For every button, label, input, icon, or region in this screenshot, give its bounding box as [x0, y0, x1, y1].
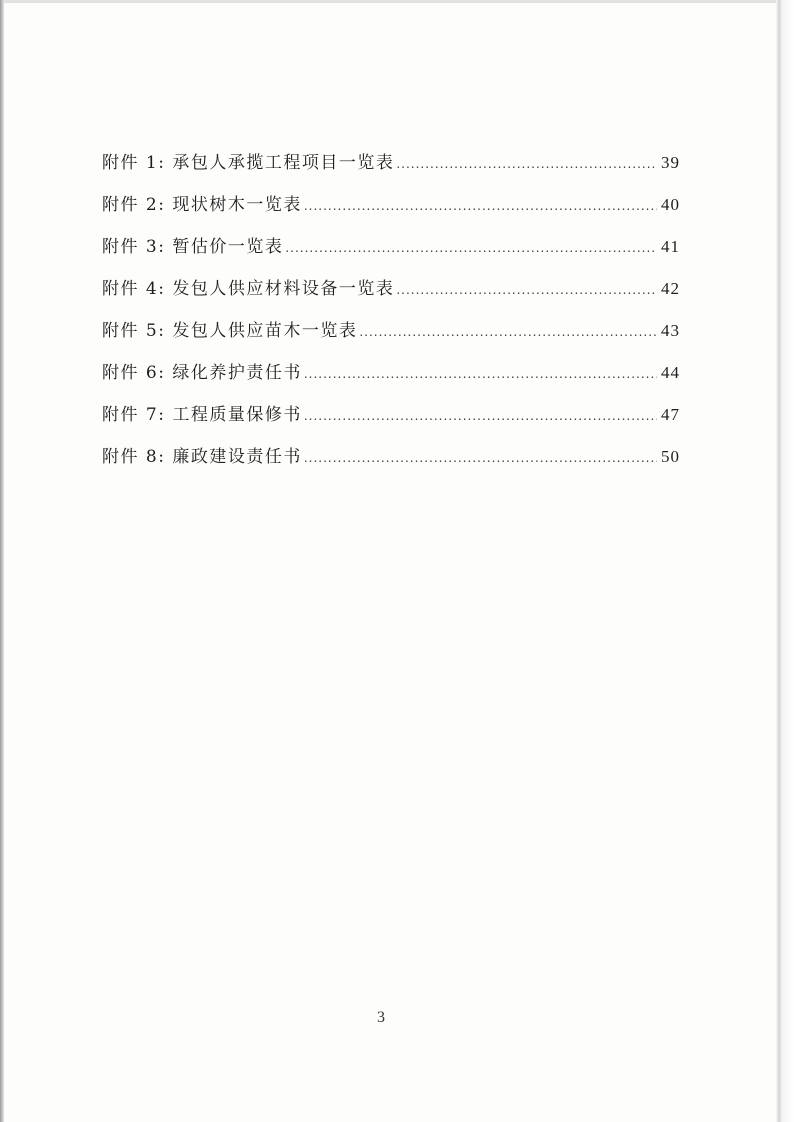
toc-dot-leader: [304, 409, 657, 423]
toc-entry-label: 附件 4: 发包人供应材料设备一览表: [102, 279, 395, 299]
page-number: 3: [377, 1009, 385, 1026]
toc-dot-leader: [304, 199, 657, 213]
scan-edge-right: [776, 0, 794, 1122]
toc-dot-leader: [285, 241, 657, 255]
toc-entry: [102, 400, 680, 442]
toc-entry-page: 47: [661, 405, 680, 424]
toc-dot-leader: [359, 325, 657, 339]
toc-entry: [102, 358, 680, 400]
toc-entry-label: 附件 2: 现状树木一览表: [102, 195, 302, 215]
toc-entry: [102, 316, 680, 358]
scan-edge-left: [0, 0, 4, 1122]
toc-entry: [102, 190, 680, 232]
toc-entry-label: 附件 6: 绿化养护责任书: [102, 363, 302, 383]
toc-entry-page: 41: [661, 237, 680, 256]
toc-dot-leader: [304, 451, 657, 465]
toc-entry-label: 附件 5: 发包人供应苗木一览表: [102, 321, 358, 341]
toc-entry-page: 50: [661, 447, 680, 466]
toc-entry: [102, 148, 680, 190]
toc-dot-leader: [304, 367, 657, 381]
table-of-contents: [102, 148, 680, 484]
toc-entry-label: 附件 1: 承包人承揽工程项目一览表: [102, 153, 395, 173]
toc-dot-leader: [396, 157, 657, 171]
toc-entry-label: 附件 7: 工程质量保修书: [102, 405, 302, 425]
toc-entry-page: 40: [661, 195, 680, 214]
toc-entry: [102, 442, 680, 484]
toc-dot-leader: [396, 283, 657, 297]
toc-entry-label: 附件 3: 暂估价一览表: [102, 237, 284, 257]
scan-edge-top: [0, 0, 794, 3]
toc-entry-page: 43: [661, 321, 680, 340]
toc-entry-page: 44: [661, 363, 680, 382]
toc-entry: [102, 232, 680, 274]
toc-entry-page: 39: [661, 153, 680, 172]
toc-entry: [102, 274, 680, 316]
toc-entry-page: 42: [661, 279, 680, 298]
toc-entry-label: 附件 8: 廉政建设责任书: [102, 447, 302, 467]
